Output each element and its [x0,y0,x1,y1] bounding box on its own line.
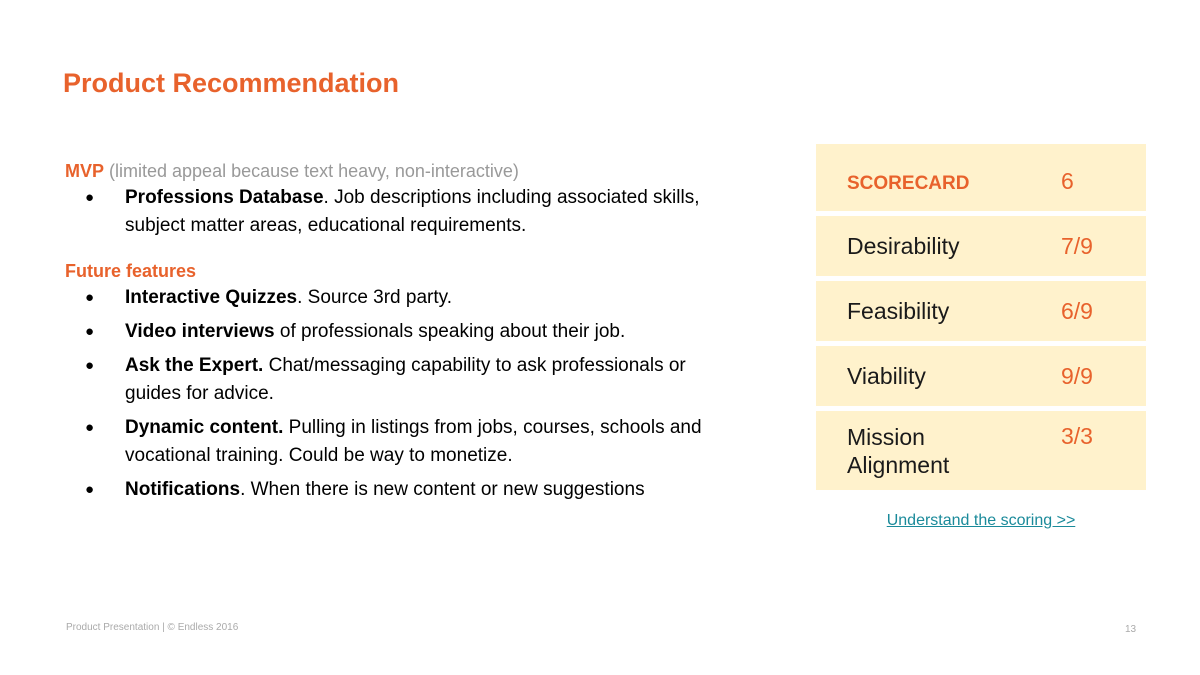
item-text: of professionals speaking about their job. [274,321,626,342]
item-text: . Source 3rd party. [297,287,453,308]
item-text: Chat/messaging capability to ask professionals or guides for advice. [125,355,686,404]
item-text: Pulling in listings from jobs, courses, schools and vocational training. Could be way to monetize. [125,417,702,466]
footer-text: Product Presentation | © Endless 2016 [66,622,239,633]
scorecard-header-row [816,144,1146,211]
item-title: Notifications [125,479,241,500]
understand-scoring-link[interactable]: Understand the scoring >> [886,512,1076,529]
list-item [65,476,745,504]
score-row-desirability [816,216,1146,276]
item-title: Video interviews [125,321,275,342]
item-text: . When there is new content or new suggestions [240,479,645,500]
future-heading [65,258,745,284]
score-value: 6/9 [1061,298,1093,324]
scorecard-title: SCORECARD [847,173,970,194]
content-area [65,158,745,510]
score-value: 7/9 [1061,233,1093,259]
list-item [65,318,745,346]
score-label: Feasibility [847,298,950,324]
score-row-mission-alignment [816,411,1146,490]
list-item [65,284,745,312]
future-list [65,284,745,504]
score-value: 9/9 [1061,363,1093,389]
mvp-label: MVP [65,161,105,181]
slide-title: Product Recommendation [63,68,400,98]
score-row-feasibility [816,281,1146,341]
list-item [65,414,745,470]
score-label: Desirability [847,233,960,259]
item-text: . Job descriptions including associated skills, subject matter areas, educational requirements. [125,187,700,236]
list-item [65,184,745,240]
score-value: 3/3 [1061,423,1093,449]
future-label: Future features [65,261,197,281]
mvp-heading [65,158,745,184]
mvp-list [65,184,745,240]
item-title: Ask the Expert. [125,355,264,376]
list-item [65,352,745,408]
score-label: Mission Alignment [847,424,950,478]
scorecard-total: 6 [1061,168,1074,194]
item-title: Professions Database [125,187,324,208]
item-title: Dynamic content. [125,417,284,438]
item-title: Interactive Quizzes [125,287,298,308]
scorecard-table [816,144,1146,490]
score-label: Viability [847,363,926,389]
mvp-note: (limited appeal because text heavy, non-interactive) [104,161,519,181]
page-number: 13 [1125,624,1137,635]
score-row-viability [816,346,1146,406]
